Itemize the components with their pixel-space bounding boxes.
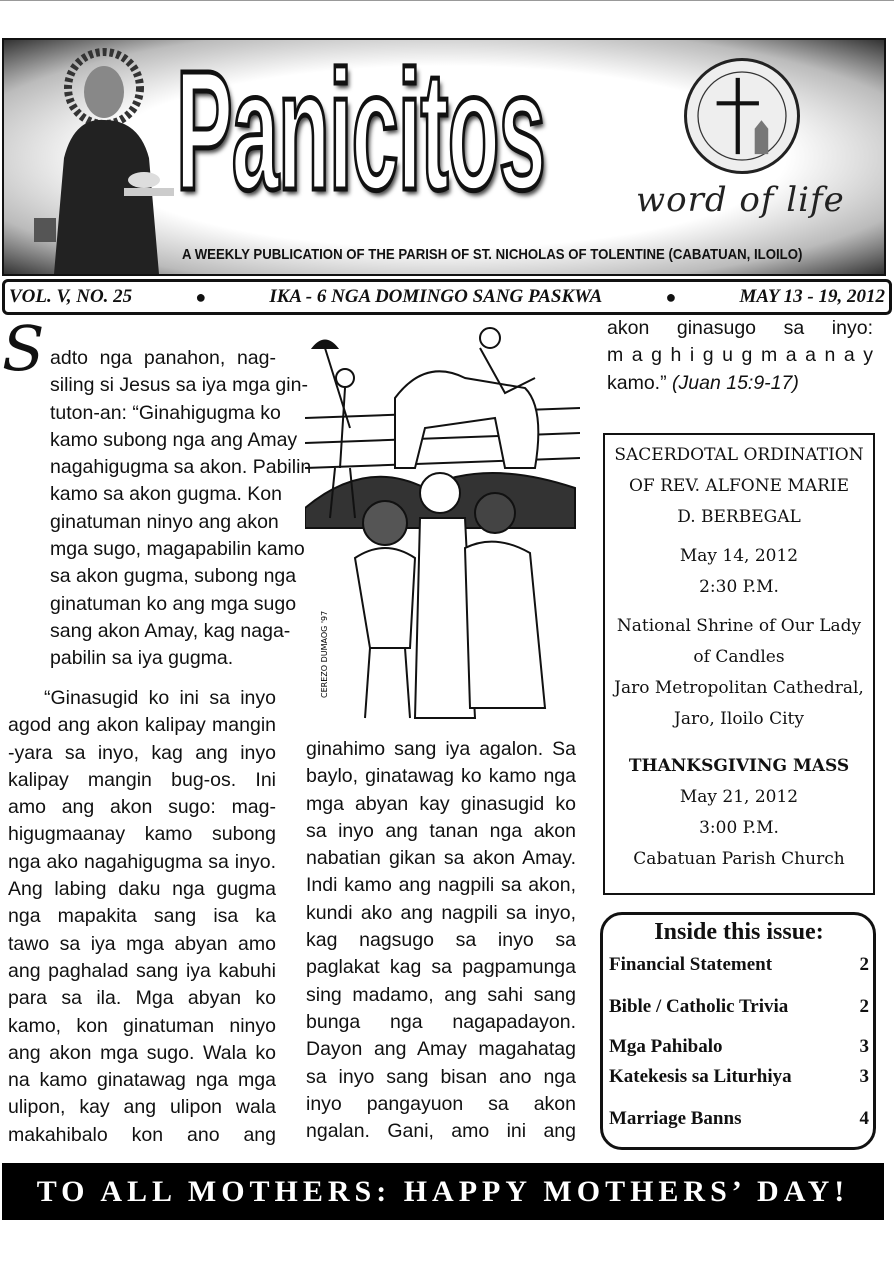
article-line: adto nga panahon, nag- [50, 347, 276, 369]
event-heading-line: D. BERBEGAL [677, 507, 801, 527]
thanksgiving-time: 3:00 P.M. [699, 818, 779, 838]
article-line: Indi kamo ang nagpili sa akon, [306, 874, 576, 897]
ordination-date: May 14, 2012 [679, 546, 799, 566]
thanksgiving-date: May 21, 2012 [679, 787, 799, 807]
article-line: paglakat kag sa pagpamunga [306, 956, 576, 979]
toc-item[interactable] [609, 1108, 869, 1130]
article-line: kag nagsugo sa inyo sa [306, 929, 576, 952]
toc-page: 3 [859, 1066, 869, 1087]
article-line: tawo sa iya mga abyan amo [8, 932, 276, 955]
article-line: kalipay mangin bug-os. Ini [8, 768, 276, 791]
page-top-rule [0, 0, 894, 1]
newsletter-title: Panicitos [176, 38, 545, 226]
toc-item[interactable] [609, 996, 869, 1018]
article-line: tuton-an: “Ginahigugma ko [50, 401, 281, 424]
article-line: nabatian gikan sa akon Amay. [306, 847, 576, 870]
article-line: kamo subong nga ang Amay [50, 428, 298, 451]
article-line: ang akon mga sugo. Wala ko [8, 1041, 276, 1064]
article-line: ginatuman ninyo ang akon [50, 510, 279, 533]
ordination-event-box [603, 433, 875, 895]
venue-line: Jaro, Iloilo City [674, 709, 804, 729]
article-line: agod ang akon kalipay mangin [8, 714, 276, 737]
article-line: ginahimo sang iya agalon. Sa [306, 738, 576, 760]
liturgical-sunday: IKA - 6 NGA DOMINGO SANG PASKWA [269, 286, 603, 307]
toc-page: 2 [859, 996, 869, 1017]
toc-page: 3 [859, 1036, 869, 1057]
article-line: pabilin sa iya gugma. [50, 647, 234, 670]
article-line: “Ginasugid ko ini sa inyo [44, 687, 276, 709]
article-line: -yara sa inyo, kag ang inyo [8, 741, 276, 764]
article-line: mga abyan kay ginasugid ko [306, 792, 576, 815]
gospel-illustration [305, 318, 580, 730]
inside-this-issue-box [600, 912, 876, 1150]
closing-quote: kamo.” [607, 371, 667, 394]
article-line: kamo sa akon gugma. Kon [50, 483, 282, 506]
article-line: siling si Jesus sa iya mga gin- [50, 374, 308, 397]
toc-page: 2 [859, 954, 869, 975]
article-line: Ang labing daku nga gugma [8, 878, 276, 901]
article-line: amo ang akon sugo: mag- [8, 796, 276, 819]
bullet-icon: ● [665, 286, 677, 307]
toc-item[interactable] [609, 1036, 869, 1058]
parish-seal [684, 58, 800, 174]
article-col3 [607, 315, 873, 397]
toc-label: Bible / Catholic Trivia [609, 996, 789, 1017]
article-line: kamo, kon ginatuman ninyo [8, 1014, 276, 1037]
venue-line: of Candles [693, 647, 785, 667]
article-line: nagahigugma sa akon. Pabilin [50, 456, 312, 479]
issue-dates: MAY 13 - 19, 2012 [739, 286, 885, 307]
article-line: bunga nga nagapadayon. [306, 1010, 576, 1033]
mothers-day-banner: TO ALL MOTHERS: HAPPY MOTHERS’ DAY! [2, 1163, 884, 1220]
article-line: sa akon gugma, subong nga [50, 565, 297, 588]
venue-line: Jaro Metropolitan Cathedral, [614, 678, 864, 698]
article-col1-para1 [50, 345, 312, 673]
toc-label: Mga Pahibalo [609, 1036, 723, 1057]
thanksgiving-venue: Cabatuan Parish Church [633, 849, 845, 869]
article-line: sang akon Amay, kag naga- [50, 619, 291, 642]
article-line: kundi ako ang nagpili sa inyo, [306, 901, 576, 924]
article-line: ngalan. Gani, amo ini ang [306, 1120, 576, 1143]
inside-title: Inside this issue: [654, 919, 824, 945]
article-line: sa inyo sang bisan ano nga [306, 1065, 576, 1088]
article-col2 [306, 736, 576, 1145]
publication-subtitle: A WEEKLY PUBLICATION OF THE PARISH OF ST. NICHOLAS OF TOLENTINE (CABATUAN, ILOILO) [182, 246, 803, 263]
masthead [2, 38, 886, 276]
article-line: ginatuman ko ang mga sugo [50, 592, 297, 615]
toc-label: Katekesis sa Liturhiya [609, 1066, 792, 1087]
issue-info-bar [2, 279, 892, 315]
article-line [607, 370, 873, 397]
toc-page: 4 [859, 1108, 869, 1129]
toc-item[interactable] [609, 954, 869, 976]
event-heading-line: SACERDOTAL ORDINATION [614, 445, 864, 465]
article-line: sa inyo ang tanan nga akon [306, 819, 576, 842]
article-line: mga sugo, magapabilin kamo [50, 538, 305, 561]
tagline: word of life [636, 180, 845, 220]
illustration-signature: CEREZO DUMAOG '97 [320, 610, 329, 698]
article-line: nga ako nagahigugma sa inyo. [8, 850, 276, 873]
drop-cap: S [2, 312, 45, 385]
article-line: baylo, ginatawag ko kamo nga [306, 765, 576, 788]
thanksgiving-title: THANKSGIVING MASS [628, 756, 850, 776]
article-line: sing madamo, ang sahi sang [306, 983, 576, 1006]
toc-item[interactable] [609, 1066, 869, 1088]
article-line: makahibalo kon ano ang [8, 1123, 276, 1146]
article-col1-para2 [8, 685, 276, 1149]
article-line: akon ginasugo sa inyo: [607, 317, 873, 339]
toc-label: Financial Statement [609, 954, 773, 975]
article-line: ulipon, kay ang ulipon wala [8, 1096, 276, 1119]
article-line: Dayon ang Amay magahatag [306, 1038, 576, 1061]
article-line: nga mapakita sang isa ka [8, 905, 276, 928]
article-line: inyo pangayuon sa akon [306, 1092, 576, 1115]
article-line: na kamo ginatawag nga mga [8, 1069, 276, 1092]
volume-number: VOL. V, NO. 25 [9, 286, 133, 307]
saint-nicholas-image [24, 48, 174, 274]
article-line: m a g h i g u g m a a n a y [607, 344, 873, 367]
ordination-time: 2:30 P.M. [699, 577, 779, 597]
event-heading-line: OF REV. ALFONE MARIE [628, 476, 850, 496]
scripture-citation: (Juan 15:9-17) [672, 371, 799, 394]
article-line: higugmaanay kamo subong [8, 823, 276, 846]
bullet-icon: ● [195, 286, 207, 307]
toc-label: Marriage Banns [609, 1108, 742, 1129]
article-line: para sa ila. Mga abyan ko [8, 987, 276, 1010]
venue-line: National Shrine of Our Lady [616, 616, 862, 636]
article-line: ang paghalad sang iya kabuhi [8, 959, 276, 982]
